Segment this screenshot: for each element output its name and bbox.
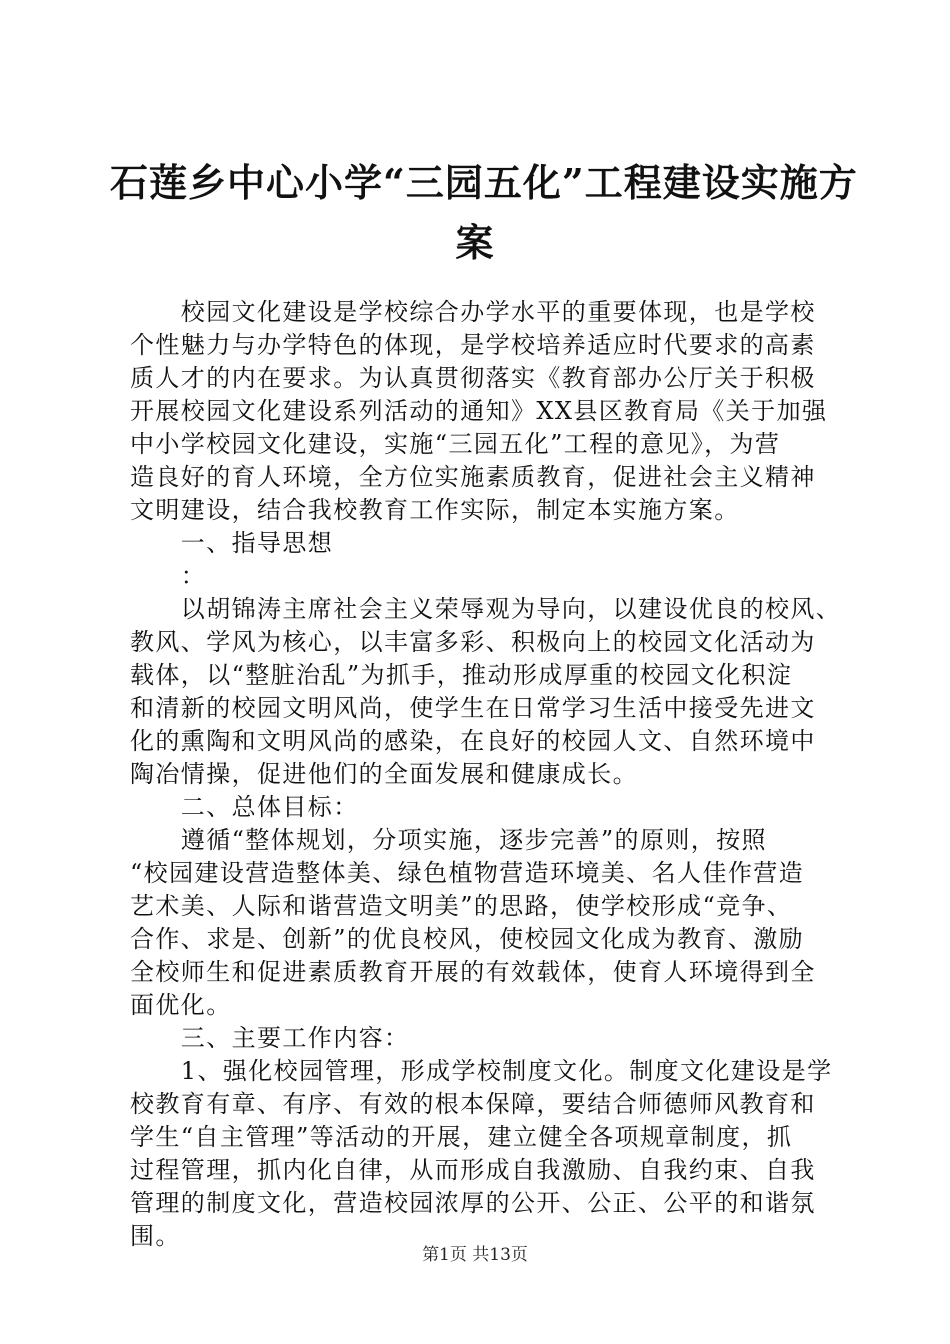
body-line: 面优化。 — [130, 991, 232, 1019]
body-line: 造良好的育人环境，全方位实施素质教育，促进社会主义精神 — [130, 463, 816, 491]
body-line: 校园文化建设是学校综合办学水平的重要体现，也是学校 — [130, 298, 816, 326]
body-line: 管理的制度文化，营造校园浓厚的公开、公正、公平的和谐氛 — [130, 1189, 816, 1217]
body-line: 以胡锦涛主席社会主义荣辱观为导向，以建设优良的校风、 — [130, 595, 842, 623]
body-line: ： — [130, 562, 207, 590]
section-heading: 三、主要工作内容： — [130, 1024, 410, 1052]
body-line: 学生“自主管理”等活动的开展，建立健全各项规章制度，抓 — [130, 1123, 793, 1151]
body-line: 艺术美、人际和谐营造文明美”的思路，使学校形成“竞争、 — [130, 892, 793, 920]
body-line: 开展校园文化建设系列活动的通知》XX县区教育局《关于加强 — [130, 397, 828, 425]
document-title: 石莲乡中心小学“三园五化”工程建设实施方 — [110, 160, 858, 205]
body-line: 围。 — [130, 1222, 181, 1250]
body-line: 遵循“整体规划，分项实施，逐步完善”的原则，按照 — [130, 826, 767, 854]
body-line: 过程管理，抓内化自律，从而形成自我激励、自我约束、自我 — [130, 1156, 816, 1184]
body-line: 合作、求是、创新”的优良校风，使校园文化成为教育、激励 — [130, 925, 805, 953]
body-line: 个性魅力与办学特色的体现，是学校培养适应时代要求的高素 — [130, 331, 816, 359]
body-line: 和清新的校园文明风尚，使学生在日常学习生活中接受先进文 — [130, 694, 816, 722]
body-line: “校园建设营造整体美、绿色植物营造环境美、名人佳作营造 — [130, 859, 805, 887]
document-title-continuation: 案 — [455, 220, 495, 265]
section-heading: 一、指导思想 — [130, 529, 334, 557]
body-line: 校教育有章、有序、有效的根本保障，要结合师德师风教育和 — [130, 1090, 816, 1118]
body-line: 陶冶情操，促进他们的全面发展和健康成长。 — [130, 760, 638, 788]
section-heading: 二、总体目标： — [130, 793, 359, 821]
page-number-footer: 第1页 共13页 — [422, 1245, 528, 1265]
body-line: 教风、学风为核心，以丰富多彩、积极向上的校园文化活动为 — [130, 628, 816, 656]
body-line: 化的熏陶和文明风尚的感染，在良好的校园人文、自然环境中 — [130, 727, 816, 755]
body-line: 全校师生和促进素质教育开展的有效载体，使育人环境得到全 — [130, 958, 816, 986]
body-line: 文明建设，结合我校教育工作实际，制定本实施方案。 — [130, 496, 740, 524]
body-line: 中小学校园文化建设，实施“三园五化”工程的意见》，为营 — [130, 430, 781, 458]
body-line: 1、强化校园管理，形成学校制度文化。制度文化建设是学 — [130, 1057, 833, 1085]
body-line: 载体，以“整脏治乱”为抓手，推动形成厚重的校园文化积淀 — [130, 661, 793, 689]
body-line: 质人才的内在要求。为认真贯彻落实《教育部办公厅关于积极 — [130, 364, 816, 392]
